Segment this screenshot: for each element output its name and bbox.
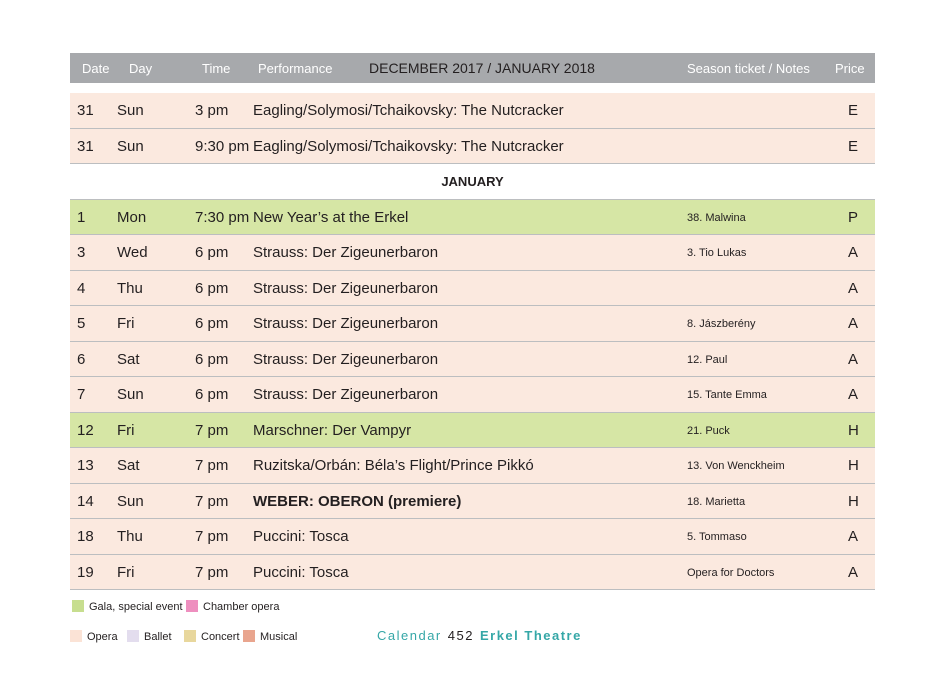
row-performance: Puccini: Tosca — [253, 563, 349, 581]
header-month-title: DECEMBER 2017 / JANUARY 2018 — [369, 60, 595, 76]
row-time: 9:30 pm — [195, 137, 250, 155]
footer-calendar: Calendar — [377, 628, 442, 643]
legend-chamber-label: Chamber opera — [203, 601, 280, 613]
row-time: 7 pm — [195, 421, 229, 439]
row-date: 31 — [77, 102, 94, 119]
row-price: A — [848, 315, 859, 332]
row-day: Sun — [117, 102, 144, 119]
legend-ballet-swatch — [127, 630, 139, 642]
month-section-row — [70, 164, 875, 200]
header-day: Day — [129, 61, 153, 76]
legend-concert-swatch — [184, 630, 196, 642]
legend-concert — [184, 630, 240, 643]
row-day: Thu — [117, 528, 143, 545]
legend-gala-label: Gala, special event — [89, 601, 183, 613]
row-time: 6 pm — [195, 279, 229, 297]
row-performance: Strauss: Der Zigeunerbaron — [253, 315, 439, 332]
row-date: 6 — [77, 350, 86, 368]
row-date: 14 — [77, 492, 94, 510]
row-performance: Strauss: Der Zigeunerbaron — [253, 350, 439, 368]
row-notes: 13. Von Wenckheim — [687, 460, 785, 472]
row-performance: Eagling/Solymosi/Tchaikovsky: The Nutcracker — [253, 137, 564, 155]
legend-chamber — [186, 600, 279, 613]
row-date: 4 — [77, 279, 86, 297]
row-price: H — [848, 457, 859, 474]
table-row — [70, 377, 875, 413]
row-notes: 5. Tommaso — [687, 531, 747, 543]
table-row — [70, 448, 875, 484]
row-day: Fri — [117, 421, 135, 439]
month-section-label: JANUARY — [441, 174, 504, 189]
row-performance: Puccini: Tosca — [253, 528, 349, 545]
row-day: Sun — [117, 386, 144, 403]
row-date: 13 — [77, 457, 94, 474]
table-row — [70, 235, 875, 271]
row-time: 6 pm — [195, 315, 229, 332]
row-price: A — [848, 528, 859, 545]
row-day: Sat — [117, 457, 140, 474]
row-time: 7 pm — [195, 457, 229, 474]
row-notes: 18. Marietta — [687, 495, 746, 508]
legend-musical-swatch — [243, 630, 255, 642]
table-row — [70, 555, 875, 591]
row-performance: New Year’s at the Erkel — [253, 208, 409, 226]
row-time: 6 pm — [195, 386, 229, 403]
row-price: A — [848, 244, 859, 261]
row-performance: Eagling/Solymosi/Tchaikovsky: The Nutcracker — [253, 102, 564, 119]
header-gap — [70, 83, 875, 93]
row-notes: 8. Jászberény — [687, 318, 756, 330]
row-day: Mon — [117, 208, 147, 226]
row-performance: Marschner: Der Vampyr — [253, 421, 412, 439]
row-date: 7 — [77, 386, 86, 403]
row-price: A — [848, 386, 859, 403]
legend-musical — [243, 630, 297, 643]
row-performance: Ruzitska/Orbán: Béla’s Flight/Prince Pikkó — [253, 457, 534, 474]
table-row — [70, 342, 875, 378]
legend-ballet — [127, 630, 172, 643]
row-day: Sun — [117, 137, 144, 155]
row-notes: Opera for Doctors — [687, 566, 775, 579]
legend-gala — [72, 600, 183, 613]
row-price: A — [848, 350, 859, 368]
row-date: 31 — [77, 137, 94, 155]
row-performance: Strauss: Der Zigeunerbaron — [253, 386, 439, 403]
row-performance: Strauss: Der Zigeunerbaron — [253, 279, 439, 297]
row-day: Sun — [117, 492, 144, 510]
row-notes: 3. Tio Lukas — [687, 247, 747, 259]
row-notes: 38. Malwina — [687, 211, 746, 224]
page-footer — [377, 628, 582, 643]
table-row — [70, 519, 875, 555]
legend-chamber-swatch — [186, 600, 198, 612]
row-time: 7 pm — [195, 528, 229, 545]
table-row — [70, 271, 875, 307]
row-day: Sat — [117, 350, 140, 368]
table-row — [70, 129, 875, 165]
row-date: 5 — [77, 315, 86, 332]
header-price: Price — [835, 61, 865, 76]
legend-gala-swatch — [72, 600, 84, 612]
row-price: P — [848, 208, 859, 226]
table-header — [70, 53, 875, 83]
row-notes: 21. Puck — [687, 424, 730, 437]
header-date: Date — [82, 61, 110, 76]
schedule-table — [70, 53, 875, 590]
row-day: Wed — [117, 244, 148, 261]
row-price: A — [848, 279, 859, 297]
table-row — [70, 484, 875, 520]
row-day: Fri — [117, 315, 135, 332]
row-performance: Strauss: Der Zigeunerbaron — [253, 244, 439, 261]
legend-opera-label: Opera — [87, 631, 118, 643]
legend-opera — [70, 630, 118, 643]
footer-page-number: 452 — [447, 628, 474, 643]
legend-musical-label: Musical — [260, 631, 298, 643]
table-row — [70, 200, 875, 236]
table-row — [70, 93, 875, 129]
row-date: 19 — [77, 563, 94, 581]
row-day: Fri — [117, 563, 135, 581]
header-notes: Season ticket / Notes — [687, 61, 810, 76]
table-row — [70, 413, 875, 449]
legend-opera-swatch — [70, 630, 82, 642]
table-body — [70, 93, 875, 590]
row-price: H — [848, 421, 859, 439]
row-date: 3 — [77, 244, 86, 261]
row-date: 1 — [77, 208, 86, 226]
row-notes: 12. Paul — [687, 353, 728, 366]
row-price: A — [848, 563, 859, 581]
footer-venue: Erkel Theatre — [479, 628, 582, 643]
legend-concert-label: Concert — [201, 631, 240, 643]
row-time: 7 pm — [195, 492, 229, 510]
row-price: E — [848, 137, 859, 155]
row-notes: 15. Tante Emma — [687, 389, 767, 401]
row-time: 3 pm — [195, 102, 229, 119]
table-row — [70, 306, 875, 342]
row-day: Thu — [117, 279, 143, 297]
row-time: 6 pm — [195, 350, 229, 368]
row-price: H — [848, 492, 859, 510]
row-performance: WEBER: OBERON (premiere) — [253, 492, 462, 510]
header-time: Time — [202, 61, 231, 76]
legend-ballet-label: Ballet — [144, 631, 172, 643]
row-date: 12 — [77, 421, 94, 439]
row-time: 7 pm — [195, 563, 229, 581]
row-time: 6 pm — [195, 244, 229, 261]
header-performance: Performance — [258, 61, 333, 76]
row-price: E — [848, 102, 859, 119]
row-date: 18 — [77, 528, 94, 545]
row-time: 7:30 pm — [195, 208, 250, 226]
